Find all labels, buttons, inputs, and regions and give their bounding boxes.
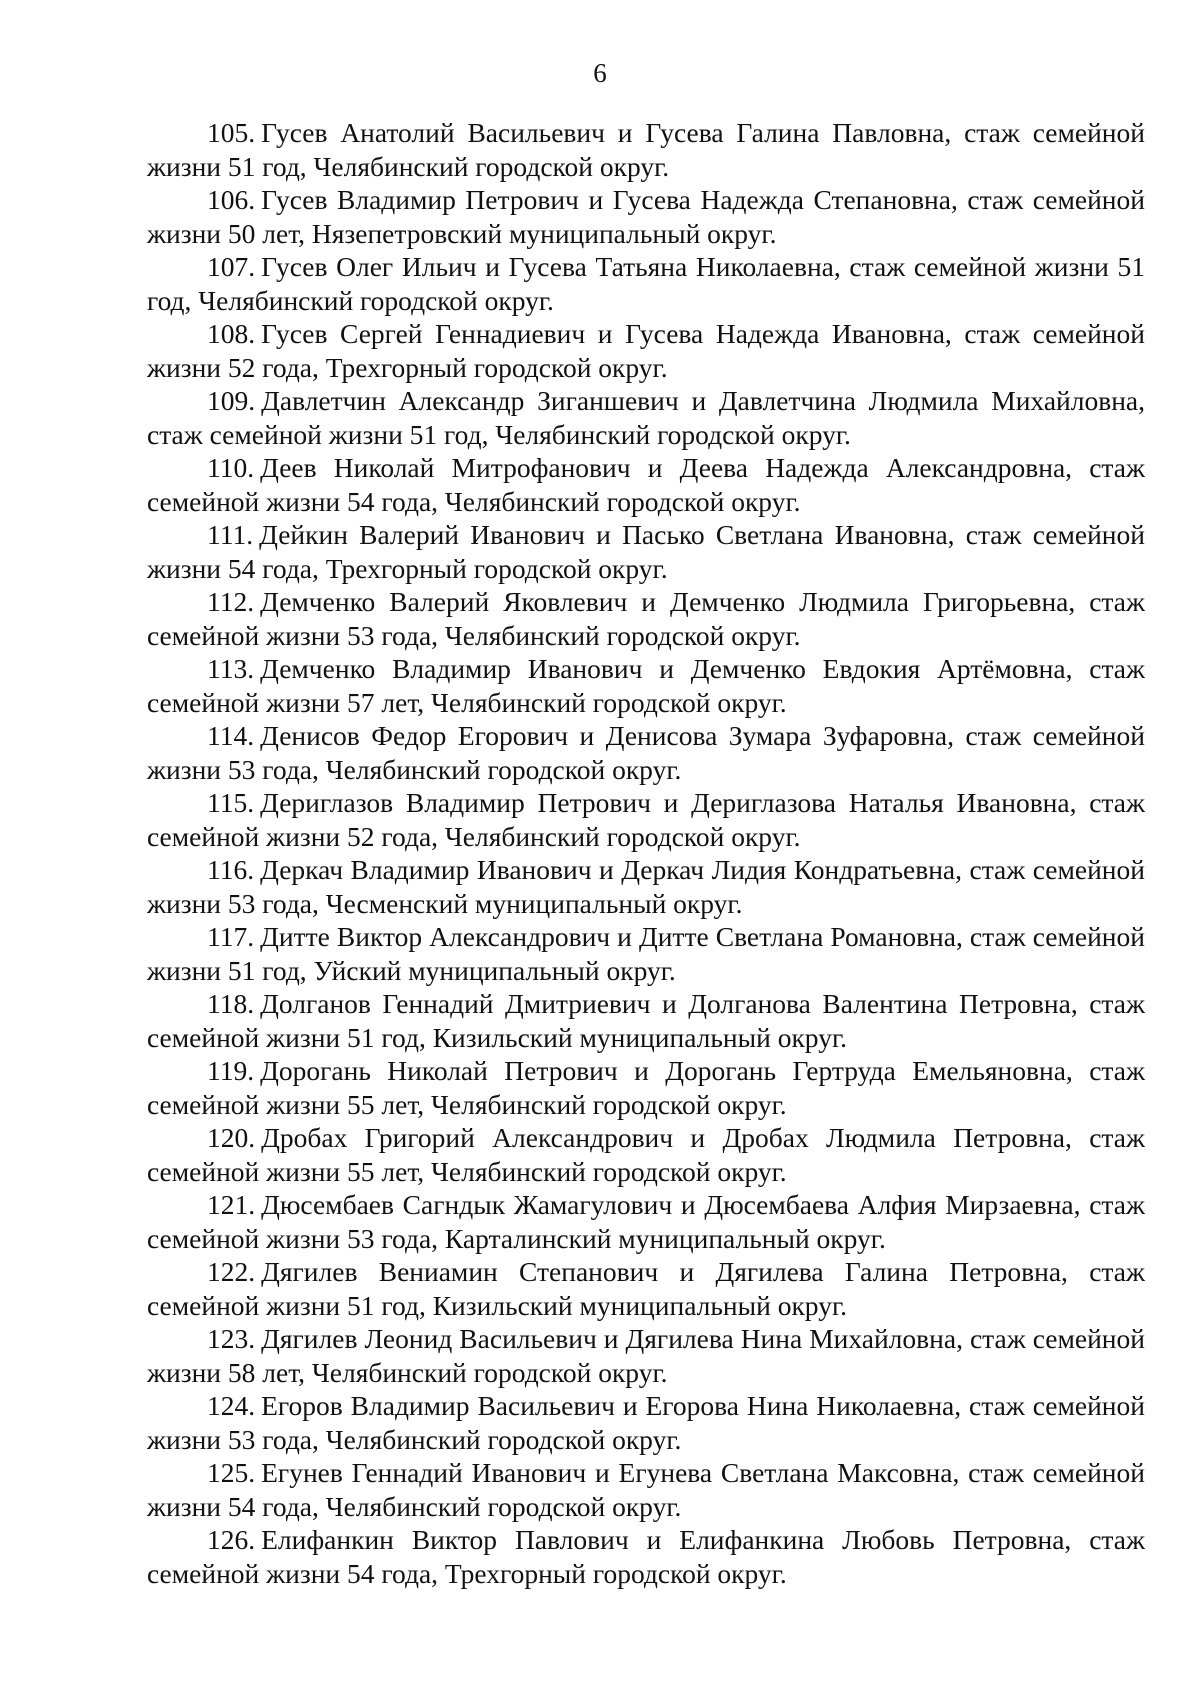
item-text: Егоров Владимир Васильевич и Егорова Нина Николаевна, стаж семейной жизни 53 года, Челябинский городской округ. [147,1390,1145,1455]
list-item [147,518,1145,585]
item-text: Долганов Геннадий Дмитриевич и Долганова Валентина Петровна, стаж семейной жизни 51 год, Кизильский муниципальный округ. [147,988,1145,1053]
item-text: Дробах Григорий Александрович и Дробах Людмила Петровна, стаж семейной жизни 55 лет, Челябинский городской округ. [147,1122,1145,1187]
item-text: Гусев Олег Ильич и Гусева Татьяна Николаевна, стаж семейной жизни 51 год, Челябинский городской округ. [147,251,1145,316]
item-text: Дягилев Вениамин Степанович и Дягилева Галина Петровна, стаж семейной жизни 51 год, Кизильский муниципальный округ. [147,1256,1145,1321]
item-text: Дорогань Николай Петрович и Дорогань Гертруда Емельяновна, стаж семейной жизни 55 лет, Челябинский городской округ. [147,1055,1145,1120]
item-number: 107. [207,251,256,282]
item-number: 115. [207,787,255,818]
list-item [147,1255,1145,1322]
list-item [147,116,1145,183]
item-text: Деев Николай Митрофанович и Деева Надежда Александровна, стаж семейной жизни 54 года, Челябинский городской округ. [147,452,1145,517]
item-text: Дейкин Валерий Иванович и Пасько Светлана Ивановна, стаж семейной жизни 54 года, Трехгорный городской округ. [147,519,1145,584]
item-number: 116. [207,854,255,885]
list-item [147,1121,1145,1188]
list-item [147,183,1145,250]
list-item [147,987,1145,1054]
list-item [147,384,1145,451]
item-number: 125. [207,1457,256,1488]
list-item [147,786,1145,853]
item-text: Дюсембаев Сагндык Жамагулович и Дюсембаева Алфия Мирзаевна, стаж семейной жизни 53 года, Карталинский муниципальный округ. [147,1189,1145,1254]
item-number: 120. [207,1122,256,1153]
item-number: 109. [207,385,256,416]
item-text: Демченко Валерий Яковлевич и Демченко Людмила Григорьевна, стаж семейной жизни 53 года, Челябинский городской округ. [147,586,1145,651]
item-number: 114. [207,720,255,751]
page-number: 6 [593,58,607,88]
item-number: 118. [207,988,255,1019]
item-text: Гусев Анатолий Васильевич и Гусева Галина Павловна, стаж семейной жизни 51 год, Челябинский городской округ. [147,117,1145,182]
list-item [147,1523,1145,1590]
list-item [147,317,1145,384]
list-item [147,1456,1145,1523]
item-number: 110. [207,452,255,483]
item-text: Демченко Владимир Иванович и Демченко Евдокия Артёмовна, стаж семейной жизни 57 лет, Челябинский городской округ. [147,653,1145,718]
item-text: Егунев Геннадий Иванович и Егунева Светлана Максовна, стаж семейной жизни 54 года, Челябинский городской округ. [147,1457,1145,1522]
item-text: Елифанкин Виктор Павлович и Елифанкина Любовь Петровна, стаж семейной жизни 54 года, Трехгорный городской округ. [147,1524,1145,1589]
item-number: 113. [207,653,255,684]
item-number: 122. [207,1256,256,1287]
list-item [147,451,1145,518]
list-item [147,652,1145,719]
list-item [147,1389,1145,1456]
item-text: Дериглазов Владимир Петрович и Дериглазова Наталья Ивановна, стаж семейной жизни 52 года, Челябинский городской округ. [147,787,1145,852]
award-list [147,116,1145,1590]
item-number: 112. [207,586,255,617]
item-number: 119. [207,1055,255,1086]
list-item [147,1322,1145,1389]
list-item [147,1188,1145,1255]
list-item [147,250,1145,317]
item-text: Дягилев Леонид Васильевич и Дягилева Нина Михайловна, стаж семейной жизни 58 лет, Челябинский городской округ. [147,1323,1145,1388]
list-item [147,1054,1145,1121]
item-text: Дитте Виктор Александрович и Дитте Светлана Романовна, стаж семейной жизни 51 год, Уйский муниципальный округ. [147,921,1145,986]
list-item [147,853,1145,920]
item-number: 106. [207,184,256,215]
list-item [147,719,1145,786]
item-number: 121. [207,1189,256,1220]
item-number: 126. [207,1524,256,1555]
item-number: 108. [207,318,256,349]
item-text: Денисов Федор Егорович и Денисова Зумара Зуфаровна, стаж семейной жизни 53 года, Челябинский городской округ. [147,720,1145,785]
item-number: 123. [207,1323,256,1354]
item-text: Давлетчин Александр Зиганшевич и Давлетчина Людмила Михайловна, стаж семейной жизни 51 год, Челябинский городской округ. [147,385,1145,450]
item-number: 111. [207,519,254,550]
item-text: Гусев Владимир Петрович и Гусева Надежда Степановна, стаж семейной жизни 50 лет, Нязепетровский муниципальный округ. [147,184,1145,249]
list-item [147,585,1145,652]
item-number: 124. [207,1390,256,1421]
item-number: 105. [207,117,256,148]
list-item [147,920,1145,987]
item-text: Гусев Сергей Геннадиевич и Гусева Надежда Ивановна, стаж семейной жизни 52 года, Трехгорный городской округ. [147,318,1145,383]
item-text: Деркач Владимир Иванович и Деркач Лидия Кондратьевна, стаж семейной жизни 53 года, Чесменский муниципальный округ. [147,854,1145,919]
item-number: 117. [207,921,255,952]
